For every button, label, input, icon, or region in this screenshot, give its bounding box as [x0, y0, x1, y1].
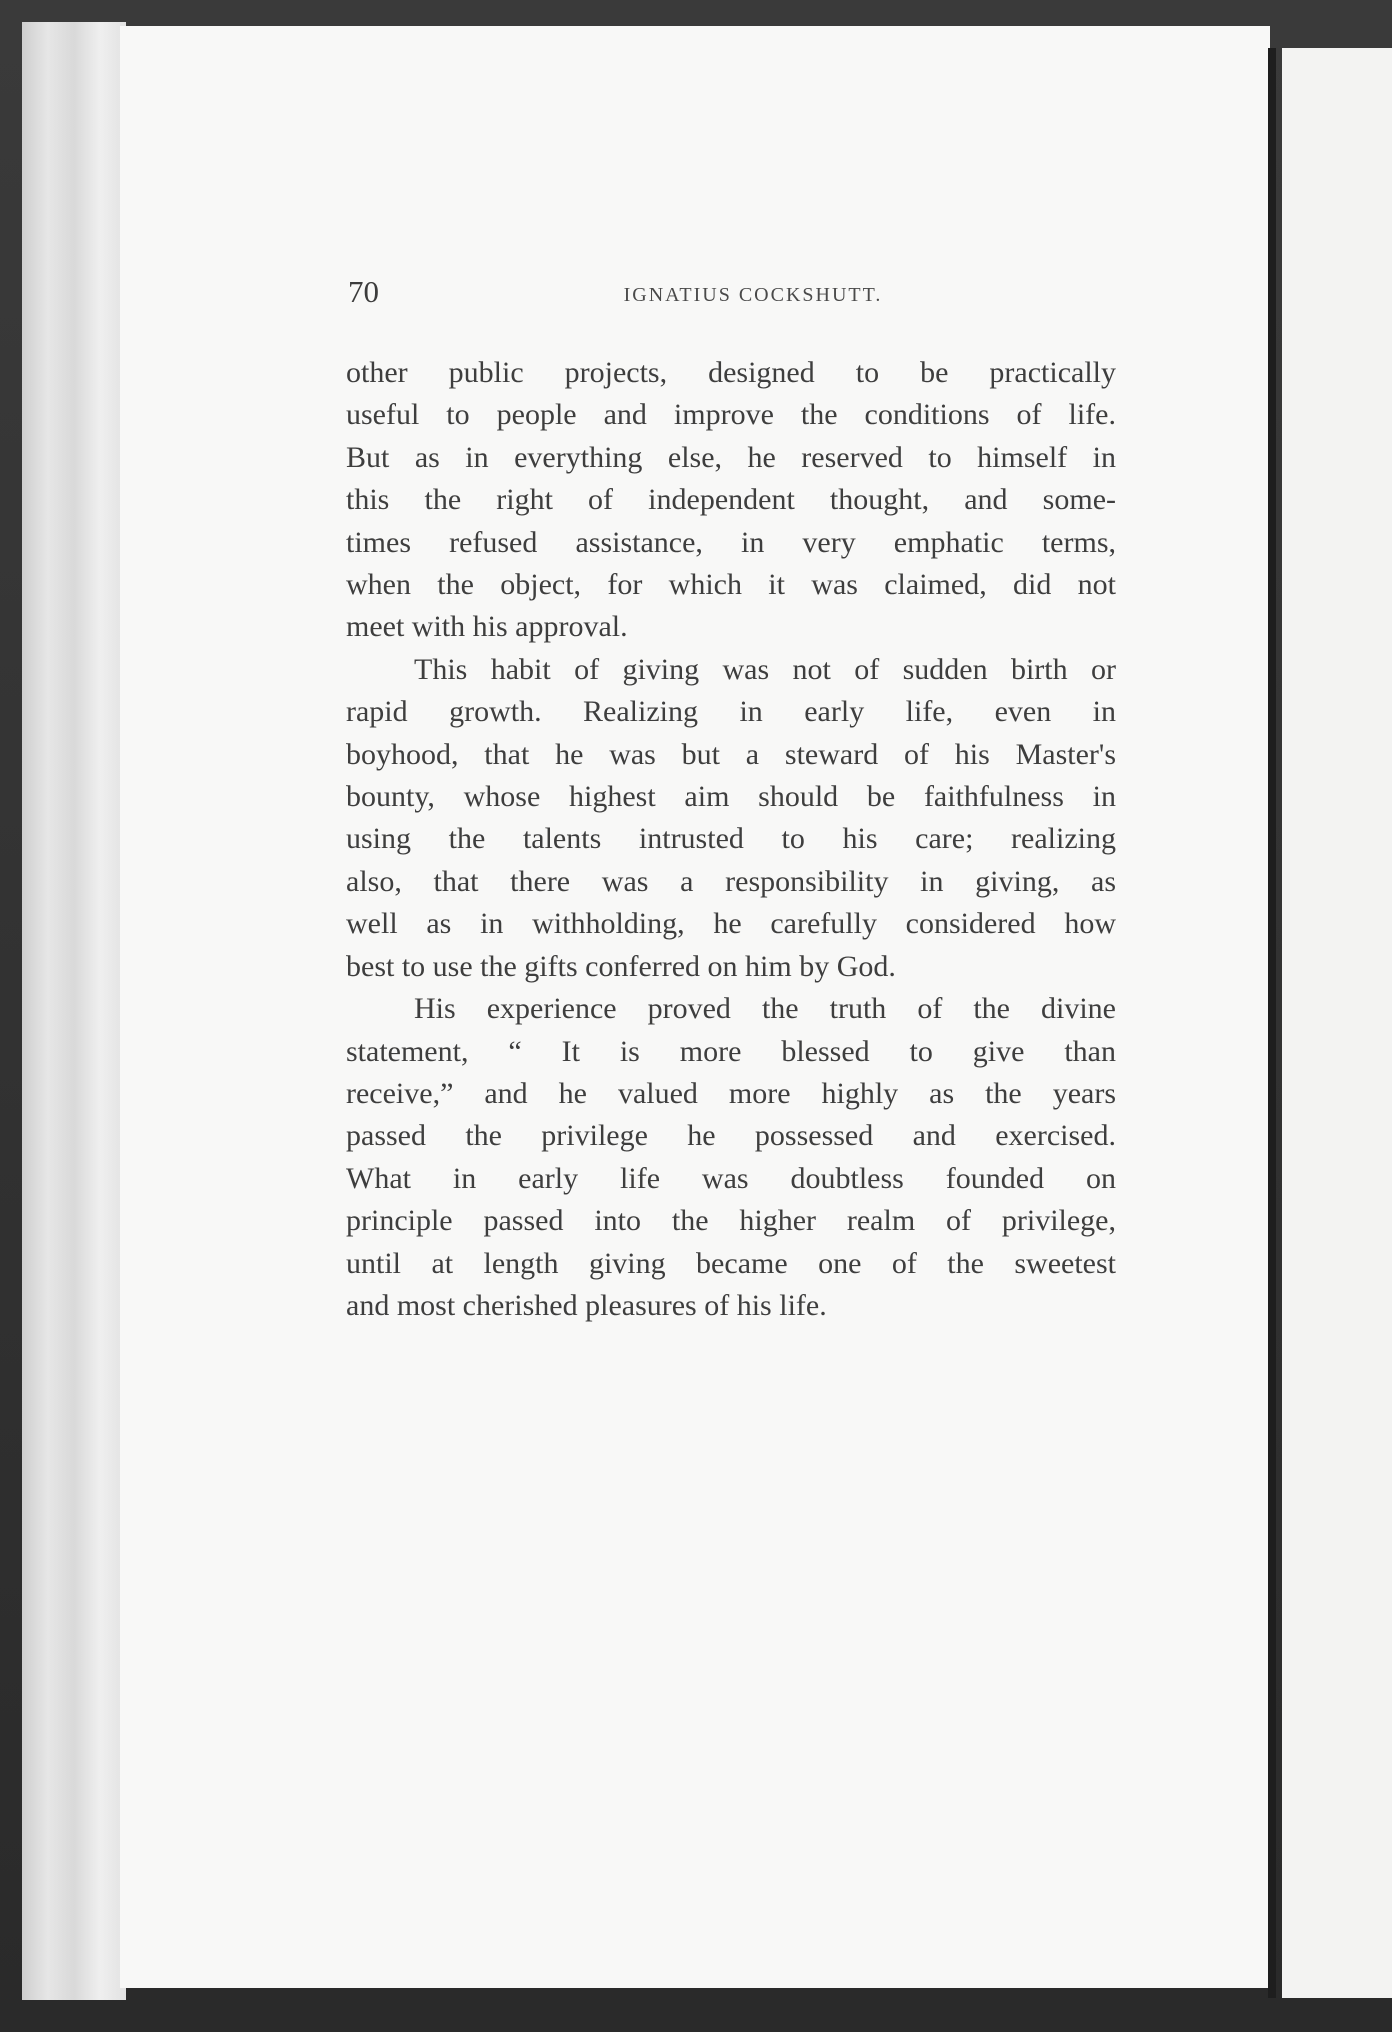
facing-page — [1282, 48, 1392, 1998]
body-text — [346, 352, 1116, 1327]
text-line: until at length giving became one of the sweetest — [346, 1246, 1116, 1280]
text-line: receive,” and he valued more highly as the years — [346, 1076, 1116, 1110]
text-line: What in early life was doubtless founded on — [346, 1161, 1116, 1195]
page-header — [348, 274, 1118, 314]
text-line: principle passed into the higher realm of privilege, — [346, 1204, 1116, 1238]
book-gutter — [1268, 48, 1276, 1998]
paragraph — [346, 352, 1116, 649]
running-head: IGNATIUS COCKSHUTT. — [623, 284, 883, 306]
text-line: using the talents intrusted to his care; realizing — [346, 822, 1116, 856]
text-line: His experience proved the truth of the divine — [414, 992, 1116, 1026]
text-line: meet with his approval. — [346, 610, 628, 644]
text-line: useful to people and improve the conditions of life. — [346, 398, 1116, 432]
text-line: other public projects, designed to be practically — [346, 356, 1116, 389]
text-line: This habit of giving was not of sudden birth or — [414, 652, 1116, 686]
text-line: boyhood, that he was but a steward of his Master's — [346, 737, 1116, 771]
text-line: bounty, whose highest aim should be faithfulness in — [346, 780, 1116, 814]
text-line: this the right of independent thought, and some- — [346, 483, 1116, 517]
text-line: when the object, for which it was claimed, did not — [346, 568, 1116, 602]
text-line: But as in everything else, he reserved to himself in — [346, 440, 1116, 474]
page-number: 70 — [348, 274, 379, 309]
page-edges — [22, 22, 126, 2000]
paragraph — [346, 988, 1116, 1327]
text-line: well as in withholding, he carefully considered how — [346, 907, 1116, 941]
text-line: also, that there was a responsibility in giving, as — [346, 864, 1116, 898]
text-line: times refused assistance, in very emphatic terms, — [346, 525, 1116, 559]
text-line: passed the privilege he possessed and exercised. — [346, 1119, 1116, 1153]
text-line: and most cherished pleasures of his life. — [346, 1288, 827, 1322]
text-line: statement, “ It is more blessed to give than — [346, 1034, 1116, 1068]
paragraph — [346, 649, 1116, 988]
text-line: rapid growth. Realizing in early life, even in — [346, 695, 1116, 729]
text-line: best to use the gifts conferred on him by God. — [346, 949, 896, 983]
